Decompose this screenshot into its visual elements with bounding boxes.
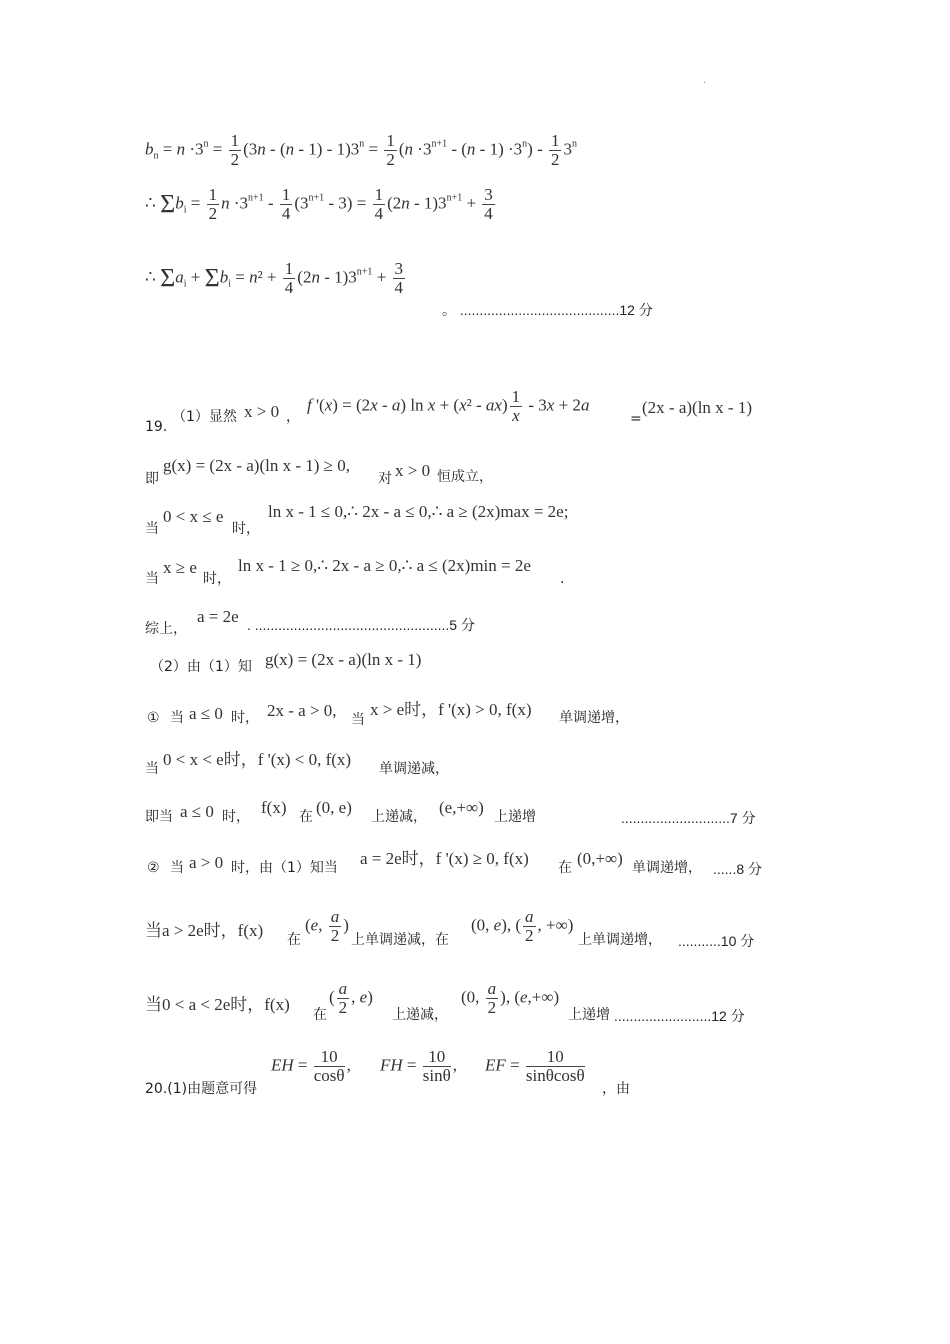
score-12-a: 。 .........................................12 分 (442, 302, 653, 318)
ef-formula: EF = $\frac{10}{\sin\theta\cos\theta}$ (485, 1047, 585, 1085)
fh-formula: FH = $\frac{10}{\sin\theta}$ , (380, 1047, 457, 1085)
c1-dang2: 当 (351, 712, 365, 728)
c2-dang: 当 (145, 761, 159, 777)
a-value: a = 2e (197, 607, 239, 626)
c1-expr: 2x - a > 0, (267, 701, 337, 720)
c1-dang: 当 (170, 710, 184, 726)
period: . (560, 571, 565, 587)
c2-decreasing: 单调递减， (379, 761, 449, 777)
d1-cond: a > 0 (189, 853, 224, 872)
derivative-result: (2x - a)(ln x - 1) (642, 398, 752, 417)
problem-20-lead: 20.(1)由题意可得 (145, 1081, 258, 1097)
c3-interval-1: (0, e) (316, 798, 352, 817)
d3-expr: 当0 < a < 2e时，f(x) (145, 995, 290, 1014)
ji-label: 即 (145, 471, 159, 487)
score-10: ...........10 分 (678, 933, 755, 949)
c2-cond: 0 < x < e时，f '(x) < 0, f(x) (163, 750, 352, 769)
problem-19-label: 19. (145, 419, 168, 435)
d3-interval-2: (0, $\frac{a}{2}$ ), (e,+∞) (461, 979, 560, 1017)
case-1: ln x - 1 ≤ 0,∴ 2x - a ≤ 0,∴ a ≥ (2x)max = 2e; (268, 502, 569, 521)
d2-zai: 在 (287, 932, 301, 948)
range-2: x ≥ e (163, 558, 197, 577)
range-1: 0 < x ≤ e (163, 507, 224, 526)
problem-20-tail: ，由 (602, 1081, 630, 1097)
case-number-2: ② (147, 860, 160, 876)
d1-interval: (0,+∞) (577, 849, 623, 868)
g-inequality: g(x) = (2x - a)(ln x - 1) ≥ 0, (163, 456, 350, 475)
case-2: ln x - 1 ≥ 0,∴ 2x - a ≥ 0,∴ a ≤ (2x)min = 2e (238, 556, 531, 575)
d1-zai: 在 (558, 860, 572, 876)
d3-interval-1: ( $\frac{a}{2}$ , e) (329, 979, 373, 1017)
score-8: ......8 分 (713, 861, 763, 877)
c3-f: f(x) (261, 798, 287, 817)
d3-zai: 在 (313, 1007, 327, 1023)
shi-2: 时， (203, 571, 231, 587)
formula-sum-ab: ∴ $\Sigma a_i + \Sigma b_i = n^2$ + $\frac{1}{4}$ $(2n - 1)3^{n+1}$ + $\frac{3}{4}$ (145, 259, 404, 297)
d2-expr: 当a > 2e时，f(x) (145, 921, 264, 940)
equals-sign: = (630, 411, 642, 427)
g-def: g(x) = (2x - a)(ln x - 1) (265, 650, 422, 669)
c1-cond: a ≤ 0 (189, 704, 223, 723)
d1-text: 时，由（1）知当 (231, 860, 338, 876)
dui-label: 对 (378, 471, 392, 487)
case-number-1: ① (147, 710, 160, 726)
d1-dang: 当 (170, 860, 184, 876)
c3-shi: 时， (222, 809, 250, 825)
d3-increasing: 上递增 (568, 1007, 610, 1023)
shi-1: 时， (232, 521, 260, 537)
score-7: ............................7 分 (621, 810, 756, 826)
derivative-formula: f '(x) = (2x - a) ln x + (x² - ax) $\frac{1}{x}$ - 3x + 2a (307, 387, 590, 425)
d2-increasing: 上单调递增， (578, 932, 662, 948)
formula-bn: $b_n = n \cdot 3^n$ = $\frac{1}{2}$ $(3n - (n - 1) - 1)3^n$ = $\frac{1}{2}$ $(n \cdot 3^{n+1} - (n - 1) \cdot 3^n)$ - $\frac{1}{2}$ 3$^n$ (145, 131, 577, 169)
eh-formula: EH = $\frac{10}{\cos\theta}$ , (271, 1047, 351, 1085)
dang-1: 当 (145, 521, 159, 537)
always-holds: 恒成立， (437, 469, 493, 485)
zongshang: 综上， (145, 621, 187, 637)
part1-lead: （1）显然 (172, 409, 237, 425)
d3-decreasing: 上递减， (392, 1007, 448, 1023)
formula-sum-b: ∴ $\Sigma b_i$ = $\frac{1}{2}$ $n \cdot 3^{n+1}$ - $\frac{1}{4}$ $(3^{n+1} - 3)$ = $\frac{1}{4}$ $(2n - 1)3^{n+1}$ + $\frac{3}{4}$ (145, 185, 493, 223)
c1-cond2: x > e时，f '(x) > 0, f(x) (370, 700, 532, 719)
c1-shi: 时， (231, 710, 259, 726)
d2-decreasing: 上单调递减，在 (351, 932, 449, 948)
score-5: . ..................................................5 分 (247, 617, 475, 633)
score-12-b: .........................12 分 (614, 1008, 745, 1024)
part2-lead: （2）由（1）知 (150, 659, 252, 675)
dang-2: 当 (145, 571, 159, 587)
c3-increasing: 上递增 (494, 809, 536, 825)
x-positive-2: x > 0 (395, 461, 431, 480)
c3-lead: 即当 (145, 809, 173, 825)
d2-interval-2: (0, e), ( $\frac{a}{2}$ , +∞) (471, 907, 574, 945)
c3-cond: a ≤ 0 (180, 802, 214, 821)
c3-zai: 在 (299, 809, 313, 825)
c1-increasing: 单调递增， (559, 710, 629, 726)
corner-mark: · (703, 78, 707, 89)
d1-increasing: 单调递增， (632, 860, 702, 876)
d1-expr: a = 2e时，f '(x) ≥ 0, f(x) (360, 849, 529, 868)
c3-decreasing: 上递减， (371, 809, 427, 825)
x-positive: x > 0 (244, 402, 280, 421)
d2-interval-1: (e, $\frac{a}{2}$ ) (305, 907, 349, 945)
comma: ， (286, 409, 300, 425)
c3-interval-2: (e,+∞) (439, 798, 484, 817)
